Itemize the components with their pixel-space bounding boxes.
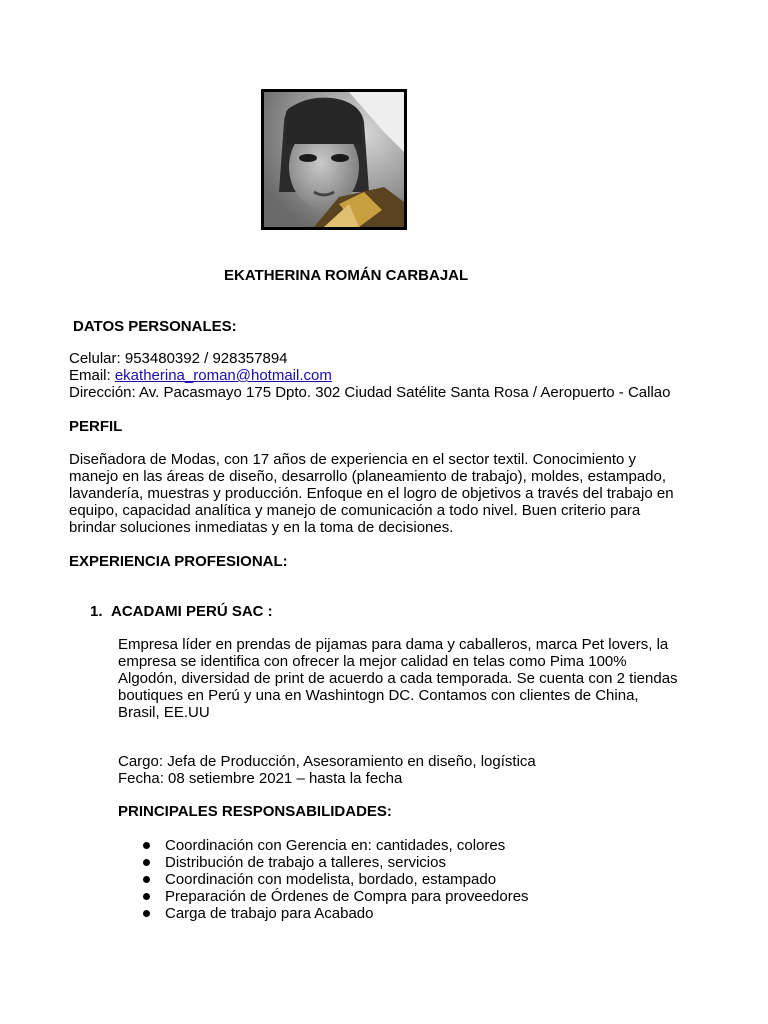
bullet-icon [143, 910, 150, 917]
list-item-text: Distribución de trabajo a talleres, servicios [165, 854, 446, 871]
address-label: Dirección: [69, 384, 140, 401]
bullet-icon [143, 842, 150, 849]
job-date: Fecha: 08 setiembre 2021 – hasta la fecha [118, 770, 403, 787]
profile-text [69, 451, 749, 536]
profile-line: Diseñadora de Modas, con 17 años de experiencia en el sector textil. Conocimiento y [69, 451, 636, 468]
list-item [118, 888, 718, 905]
address-line [69, 384, 749, 401]
job-description-line: boutiques en Perú y una en Washintogn DC. Contamos con clientes de China, [118, 687, 639, 704]
bullet-icon [143, 893, 150, 900]
list-item [118, 854, 718, 871]
responsibilities-heading: PRINCIPALES RESPONSABILIDADES: [118, 803, 392, 820]
profile-photo [261, 89, 407, 230]
profile-line: equipo, capacidad analítica y manejo de comunicación a todo nivel. Buen criterio para [69, 502, 641, 519]
list-item [118, 905, 718, 922]
profile-line: manejo en las áreas de diseño, desarrollo (planeamiento de trabajo), moldes, estampado, [69, 468, 667, 485]
cell-label: Celular: [69, 350, 125, 367]
address-value: Av. Pacasmayo 175 Dpto. 302 Ciudad Satélite Santa Rosa / Aeropuerto - Callao [139, 384, 671, 401]
cell-value: 953480392 / 928357894 [124, 350, 288, 367]
cell-line [69, 350, 709, 367]
email-link[interactable]: ekatherina_roman@hotmail.com [114, 367, 332, 384]
list-item [118, 871, 718, 888]
list-item-text: Carga de trabajo para Acabado [165, 905, 374, 922]
profile-line: brindar soluciones inmediatas y en la toma de decisiones. [69, 519, 454, 536]
personal-data-heading: DATOS PERSONALES: [73, 318, 237, 335]
job-description-line: Algodón, diversidad de print de acuerdo a cada temporada. Se cuenta con 2 tiendas [118, 670, 678, 687]
bullet-icon [143, 859, 150, 866]
experience-heading: EXPERIENCIA PROFESIONAL: [69, 553, 288, 570]
job-number: 1. [90, 603, 103, 620]
profile-line: lavandería, muestras y producción. Enfoque en el logro de objetivos a través del trabajo en [69, 485, 674, 502]
job-description-line: Brasil, EE.UU [118, 704, 210, 721]
responsibilities-list [118, 837, 718, 922]
bullet-icon [143, 876, 150, 883]
profile-heading: PERFIL [69, 418, 123, 435]
list-item [118, 837, 718, 854]
job-role: Cargo: Jefa de Producción, Asesoramiento en diseño, logística [118, 753, 536, 770]
job-description-line: Empresa líder en prendas de pijamas para dama y caballeros, marca Pet lovers, la [118, 636, 669, 653]
email-line [69, 367, 709, 384]
list-item-text: Preparación de Órdenes de Compra para proveedores [165, 888, 529, 905]
job-description-line: empresa se identifica con ofrecer la mejor calidad en telas como Pima 100% [118, 653, 627, 670]
profile-photo-image [264, 92, 404, 227]
job-description [118, 636, 718, 721]
job-company: ACADAMI PERÚ SAC : [111, 603, 273, 620]
list-item-text: Coordinación con Gerencia en: cantidades, colores [165, 837, 506, 854]
email-label: Email: [69, 367, 115, 384]
list-item-text: Coordinación con modelista, bordado, estampado [165, 871, 497, 888]
candidate-name: EKATHERINA ROMÁN CARBAJAL [224, 267, 469, 284]
